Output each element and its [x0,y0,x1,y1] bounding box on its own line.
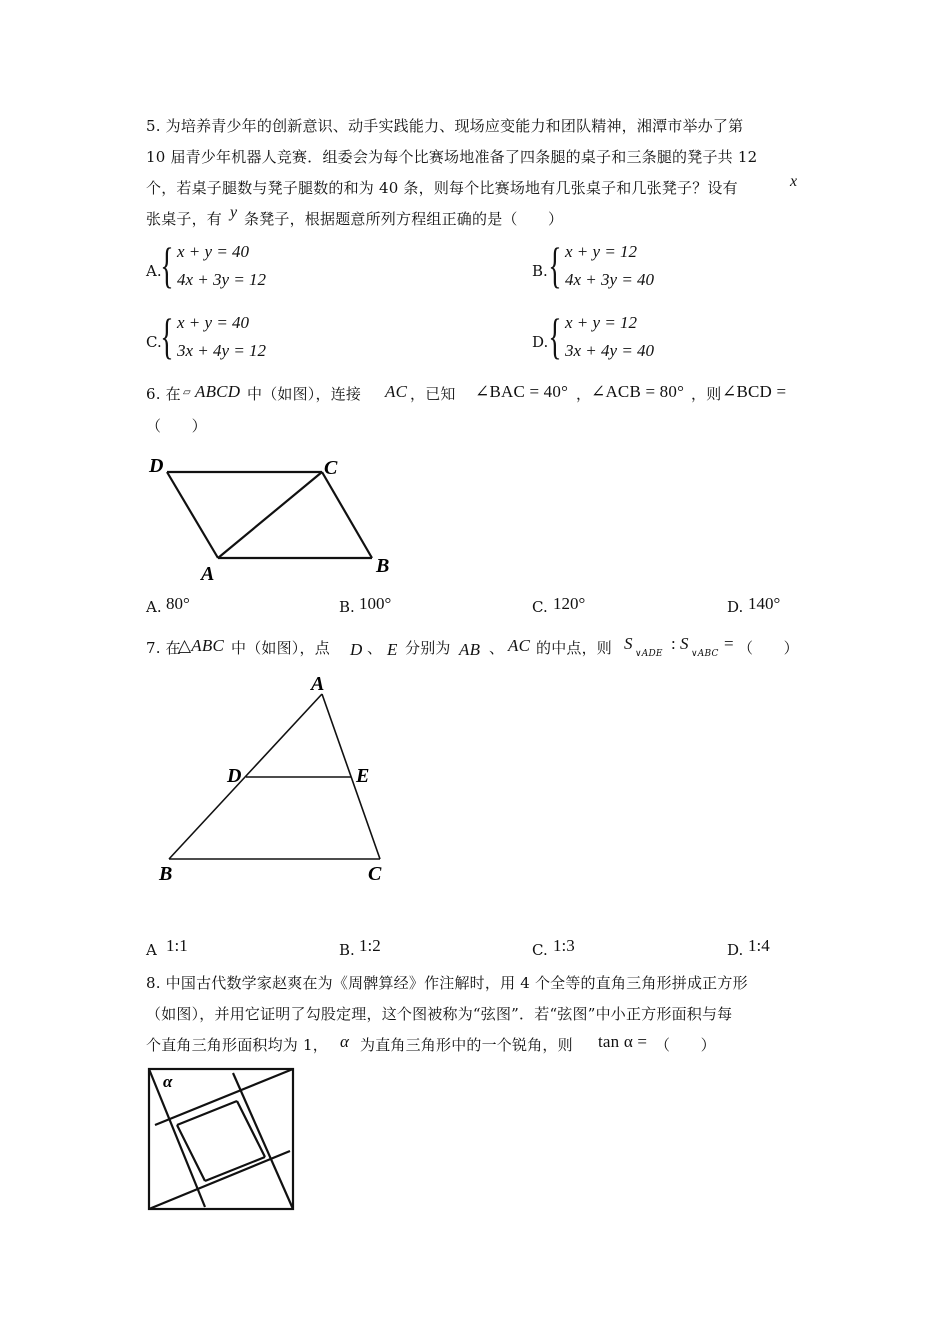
option-label: B. [532,262,548,280]
q6-mid3: ，则 [691,385,722,403]
q8-line-1: 8. 中国古代数学家赵爽在为《周髀算经》作注解时，用 4 个全等的直角三角形拼成正方形 [146,974,748,992]
vertex-label-a: A [311,673,325,695]
q5-line-3: 个，若桌子腿数与凳子腿数的和为 40 条，则每个比赛场地有几张桌子和几张凳子？设有 [146,179,738,197]
q7-area-s1: S [624,634,633,653]
option-value: 1:4 [748,936,770,955]
q8-line-3a: 个直角三角形面积均为 1， [146,1036,328,1054]
option-value: 80° [166,594,190,613]
q6-prefix: 6. 在 [146,385,181,403]
option-label: C. [532,598,548,616]
vertex-label-d: D [149,455,164,477]
q7-area-sub2: ∨ABC [691,649,719,659]
q8-alpha: α [340,1032,350,1051]
q6-cond2: ∠ACB = 80° [591,382,685,401]
option-value: 1:2 [359,936,381,955]
q7-prefix: 7. 在 [146,639,181,657]
q7-area-sub1: ∨ADE [635,649,663,659]
parallelogram-icon: ▱ [183,387,191,398]
equation: 3x + 4y = 12 [177,341,267,360]
q6-paren: （ ） [146,417,207,435]
vertex-label-c: C [368,863,382,885]
option-label: A. [146,598,162,616]
xian-figure [145,1065,300,1215]
equation: 3x + 4y = 40 [565,341,655,360]
option-label: C. [146,333,162,351]
q6-ac: AC [385,382,408,401]
option-value: 120° [553,594,586,613]
q7-dun-2: 、 [489,639,505,657]
q7-ac: AC [508,636,531,655]
option-label: A. [146,262,162,280]
q7-area-s2: S [680,634,689,653]
q5-line-1: 5. 为培养青少年的创新意识、动手实践能力、现场应变能力和团队精神，湘潭市举办了第 [146,117,744,135]
option-label: B. [339,941,355,959]
q5-line-4b: 条凳子，根据题意所列方程组正确的是（ ） [244,210,564,228]
option-value: 100° [359,594,392,613]
q5-line-4a: 张桌子，有 [146,210,223,228]
q7-e: E [387,640,398,659]
q6-mid1: 中（如图），连接 [247,385,362,403]
brace-icon: { [548,308,562,364]
equation: 4x + 3y = 12 [177,270,267,289]
q6-sep: ， [576,385,592,403]
q8-paren: （ ） [655,1036,716,1054]
q7-equals: = [724,634,734,653]
option-label: A [146,941,157,959]
vertex-label-d: D [227,765,242,787]
alpha-label: α [163,1072,173,1091]
q8-tan: tan α = [598,1032,648,1051]
q7-dun: 、 [367,639,383,657]
q5-line-2: 10 届青少年机器人竞赛．组委会为每个比赛场地准备了四条腿的桌子和三条腿的凳子共 12 [146,148,758,166]
equation: x + y = 12 [565,242,638,261]
q6-abcd: ABCD [195,382,241,401]
triangle-figure [150,670,400,890]
brace-icon: { [160,308,174,364]
vertex-label-a: A [201,563,215,585]
q5-var-x: x [790,173,798,190]
option-value: 140° [748,594,781,613]
q8-line-2: （如图），并用它证明了勾股定理，这个图被称为“弦图”．若“弦图”中小正方形面积与每 [146,1005,733,1023]
equation: x + y = 12 [565,313,638,332]
q7-mid1: 中（如图），点 [231,639,330,657]
option-label: D. [532,333,549,351]
q7-mid3: 的中点，则 [536,639,613,657]
vertex-label-c: C [324,457,338,479]
parallelogram-figure [140,450,400,590]
option-label: D. [727,598,744,616]
option-label: C. [532,941,548,959]
option-value: 1:3 [553,936,575,955]
q7-paren: （ ） [738,639,799,657]
q7-colon: : [671,634,676,653]
option-value: 1:1 [166,936,188,955]
q7-d: D [350,640,363,659]
equation: x + y = 40 [177,313,250,332]
q6-ask: ∠BCD = [722,382,787,401]
q7-triangle: △ABC [178,636,224,655]
option-label: B. [339,598,355,616]
equation: 4x + 3y = 40 [565,270,655,289]
brace-icon: { [548,237,562,293]
q5-var-y: y [230,204,238,221]
q7-mid2: 分别为 [405,639,451,657]
vertex-label-b: B [376,555,390,577]
q6-cond1: ∠BAC = 40° [475,382,569,401]
brace-icon: { [160,237,174,293]
option-label: D. [727,941,744,959]
equation: x + y = 40 [177,242,250,261]
vertex-label-b: B [159,863,173,885]
vertex-label-e: E [356,765,370,787]
q8-line-3b: 为直角三角形中的一个锐角，则 [360,1036,573,1054]
q6-mid2: ，已知 [410,385,456,403]
q7-ab: AB [459,640,481,659]
